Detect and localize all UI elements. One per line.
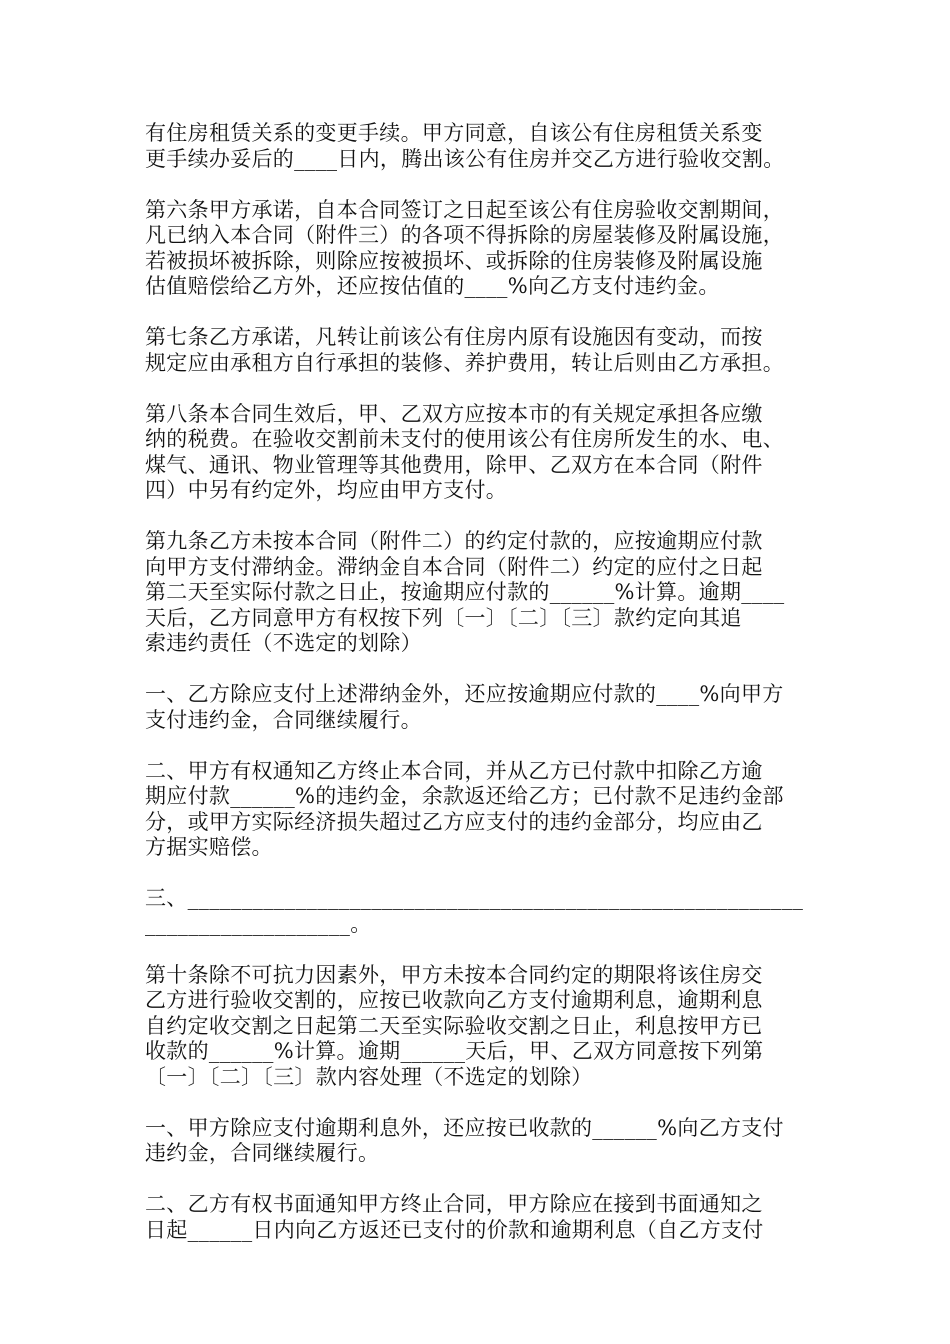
text-line: 天后，乙方同意甲方有权按下列〔一〕〔二〕〔三〕款约定向其追	[145, 605, 742, 630]
text-line: 煤气、通讯、物业管理等其他费用，除甲、乙双方在本合同（附件	[145, 452, 763, 477]
paragraph-gap	[145, 172, 813, 198]
paragraph-article-10-item-1	[145, 1116, 813, 1167]
text-line: 有住房租赁关系的变更手续。甲方同意，自该公有住房租赁关系变	[145, 121, 763, 145]
text-line: 一、甲方除应支付逾期利息外，还应按已收款的______%向乙方支付	[145, 1115, 784, 1140]
paragraph-gap	[145, 504, 813, 530]
text-line: 第十条除不可抗力因素外，甲方未按本合同约定的期限将该住房交	[145, 962, 763, 987]
text-line: 违约金，合同继续履行。	[145, 1141, 380, 1165]
document-body	[145, 121, 813, 1243]
text-line: 〔一〕〔二〕〔三〕款内容处理（不选定的划除）	[145, 1064, 593, 1089]
text-line: 一、乙方除应支付上述滞纳金外，还应按逾期应付款的____%向甲方	[145, 682, 784, 706]
text-line: 第九条乙方未按本合同（附件二）的约定付款的，应按逾期应付款	[145, 529, 763, 553]
paragraph-article-9-item-1	[145, 682, 813, 733]
text-line: 向甲方支付滞纳金。滞纳金自本合同（附件二）约定的应付之日起	[145, 554, 763, 579]
text-line: 二、乙方有权书面通知甲方终止合同，甲方除应在接到书面通知之	[145, 1192, 763, 1216]
text-line: 支付违约金，合同继续履行。	[145, 707, 422, 732]
paragraph-article-9-item-2	[145, 759, 813, 861]
text-line: 乙方进行验收交割的，应按已收款向乙方支付逾期利息，逾期利息	[145, 988, 763, 1012]
paragraph-article-8	[145, 402, 813, 504]
text-line: 纳的税费。在验收交割前未支付的使用该公有住房所发生的水、电、	[145, 427, 784, 451]
text-line: 二、甲方有权通知乙方终止本合同，并从乙方已付款中扣除乙方逾	[145, 758, 763, 783]
paragraph-gap	[145, 657, 813, 683]
paragraph-article-7	[145, 325, 813, 376]
paragraph-article-6	[145, 198, 813, 300]
text-line: 第二天至实际付款之日止，按逾期应付款的______%计算。逾期____	[145, 580, 785, 604]
text-line: 若被损坏被拆除，则除应按被损坏、或拆除的住房装修及附属设施	[145, 248, 763, 273]
paragraph-article-10-item-2	[145, 1192, 813, 1243]
paragraph-article-10	[145, 963, 813, 1091]
text-line: 期应付款______%的违约金，余款返还给乙方；已付款不足违约金部	[145, 784, 784, 808]
text-line: 日起______日内向乙方返还已支付的价款和逾期利息（自乙方支付	[145, 1217, 764, 1242]
text-line: 规定应由承租方自行承担的装修、养护费用，转让后则由乙方承担。	[145, 350, 784, 375]
text-line: ___________________。	[145, 911, 372, 936]
text-line: 凡已纳入本合同（附件三）的各项不得拆除的房屋装修及附属设施，	[145, 223, 784, 247]
text-line: 第八条本合同生效后，甲、乙双方应按本市的有关规定承担各应缴	[145, 401, 763, 426]
paragraph-gap	[145, 937, 813, 963]
paragraph-article-9	[145, 529, 813, 657]
paragraph-gap	[145, 733, 813, 759]
paragraph-gap	[145, 1167, 813, 1193]
text-line: 第六条甲方承诺，自本合同签订之日起至该公有住房验收交割期间，	[145, 197, 784, 222]
text-line: 四）中另有约定外，均应由甲方支付。	[145, 478, 508, 502]
text-line: 三、_________________________________________________________	[145, 886, 804, 910]
text-line: 自约定收交割之日起第二天至实际验收交割之日止，利息按甲方已	[145, 1013, 763, 1038]
paragraph-gap	[145, 376, 813, 402]
paragraph-gap	[145, 861, 813, 887]
paragraph-gap	[145, 1090, 813, 1116]
text-line: 更手续办妥后的____日内，腾出该公有住房并交乙方进行验收交割。	[145, 146, 785, 171]
text-line: 索违约责任（不选定的划除）	[145, 631, 422, 655]
text-line: 方据实赔偿。	[145, 835, 273, 859]
text-line: 估值赔偿给乙方外，还应按估值的____%向乙方支付违约金。	[145, 274, 720, 298]
paragraph-gap	[145, 300, 813, 326]
paragraph-housing-vacate	[145, 121, 813, 172]
paragraph-article-9-item-3	[145, 886, 813, 937]
text-line: 第七条乙方承诺，凡转让前该公有住房内原有设施因有变动，而按	[145, 325, 763, 349]
text-line: 分，或甲方实际经济损失超过乙方应支付的违约金部分，均应由乙	[145, 809, 763, 834]
text-line: 收款的______%计算。逾期______天后，甲、乙双方同意按下列第	[145, 1039, 764, 1063]
